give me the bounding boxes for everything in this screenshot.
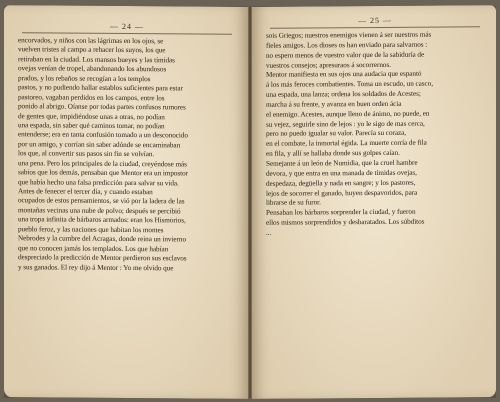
text-line: una pena. Pero los principales de la ciudad, creyéndose más: [18, 158, 187, 169]
right-page: [252, 5, 496, 399]
text-line: ponido al abrigo. Oíanse por todas partes confusos rumores: [18, 102, 186, 112]
text-line: librarse de su furor.: [266, 198, 321, 208]
text-line: á los más feroces combatientes. Toma un escudo, un casco,: [266, 79, 433, 89]
text-line: pueblo feroz, y las naciones que habitan los montes: [18, 224, 164, 235]
left-page: [4, 5, 248, 399]
text-line: encorvados, y niños con las lágrimas en los ojos, se: [18, 36, 164, 46]
page-number: — 24 —: [110, 21, 144, 32]
text-line: el enemigo. Acestes, aunque lleno de ánimo, no puede, en: [266, 109, 430, 119]
open-book: [4, 6, 496, 398]
text-line: Antes de fenecer el tercer día, y cuando estaban: [18, 187, 153, 197]
text-line: Semejante á un león de Numidia, que la cruel hambre: [266, 158, 418, 168]
header-rule: [270, 26, 480, 28]
text-line: ocupados de estos pensamientos, se vió por la ladera de las: [18, 196, 185, 206]
page-text: [266, 30, 484, 238]
text-line: despreciado la predicción de Mentor perdieron sus esclavos: [18, 253, 187, 263]
text-line: pero no puedo igualar su valor. Parecía su coraza,: [266, 129, 406, 139]
text-line: montañas vecinas una nube de polvo; después se percibió: [18, 206, 181, 216]
page-number: — 25 —: [358, 15, 392, 26]
text-line: Mentor manifiesta en sus ojos una audacia que espantó: [266, 70, 422, 80]
text-line: prados, y los rebaños se recogían a los templos: [18, 73, 151, 83]
text-line: despedaza, degüella y nada en sangre; y los pastores,: [266, 178, 416, 188]
text-line: en el combate, la inmortal égida. La muerte corría de fila: [266, 138, 427, 149]
text-line: Pensaban los bárbaros sorprender la ciudad, y fueron: [266, 207, 416, 217]
text-line: sois Griegos; nuestros enemigos vienen á ser nuestros más: [266, 30, 432, 40]
text-line: ovejas venían de tropel, abandonando los abundosos: [18, 64, 167, 74]
text-line: una tropa infinita de bárbaros armados: eran los Hismorios,: [18, 215, 186, 225]
text-line: retiraban en la ciudad. Los mansos bueyes y las tímidas: [18, 55, 175, 65]
text-line: fieles amigos. Los dioses os han enviado para salvarnos :: [266, 40, 428, 50]
text-line: que no conocen jamás los templados. Los que habían: [18, 243, 169, 253]
header-rule: [22, 32, 232, 34]
text-line: pastos, y no pudiendo hallar establos suficientes para estar: [18, 83, 183, 93]
text-line: pastoreo, vagaban perdidos en los campos, entre los: [18, 92, 165, 102]
text-line: en fila, y allí se hallaba donde sus golpes caían.: [266, 148, 400, 158]
text-line: una espada, sin saber qué caminos tomar, no podían: [18, 121, 165, 131]
text-line: de gentes que, impidiéndose unas a otras, no podían: [18, 111, 165, 121]
text-line: ...: [266, 228, 272, 237]
text-line: vuestros consejos; apresuraos á socorrernos.: [266, 60, 391, 70]
text-line: que había hecho una falsa predicción para salvar su vida.: [18, 177, 179, 187]
text-line: sabios que los demás, pensaban que Mentor era un impostor: [18, 168, 189, 178]
text-line: una espada, una lanza; ordena los soldados de Acestes;: [266, 89, 421, 99]
text-line: no espero menos de vuestro valor que de la sabiduría de: [266, 50, 425, 60]
text-line: marcha á su frente, y avanza en buen orden ácia: [266, 99, 402, 109]
text-line: por un amigo, y corrían sin saber adónde se encaminaban: [18, 140, 181, 150]
text-line: ellos mismos sorprendidos y desbaratados. Los súbditos: [266, 217, 425, 227]
text-line: vuelven tristes al campo a rehacer los suyos, los que: [18, 45, 166, 55]
text-line: Nebrodes y la cumbre del Acragas, donde reina un invierno: [18, 234, 186, 244]
text-line: los que, al convertir sus pasos sin fin se volvían.: [18, 149, 155, 159]
text-line: entenderse; era en tanta confusión tomado a un desconocido: [18, 130, 188, 140]
text-line: su vejez, seguirle sino de lejos : yo le sigo de mas cerca,: [266, 119, 425, 129]
page-text: [18, 36, 236, 273]
text-line: y sus ganados. El rey dijo á Mentor : Yo me olvido que: [18, 262, 174, 272]
text-line: devora, y que entra en una manada de tímidas ovejas,: [266, 168, 417, 178]
text-line: lejos de socorrer el ganado, huyen despavoridos, para: [266, 188, 418, 198]
